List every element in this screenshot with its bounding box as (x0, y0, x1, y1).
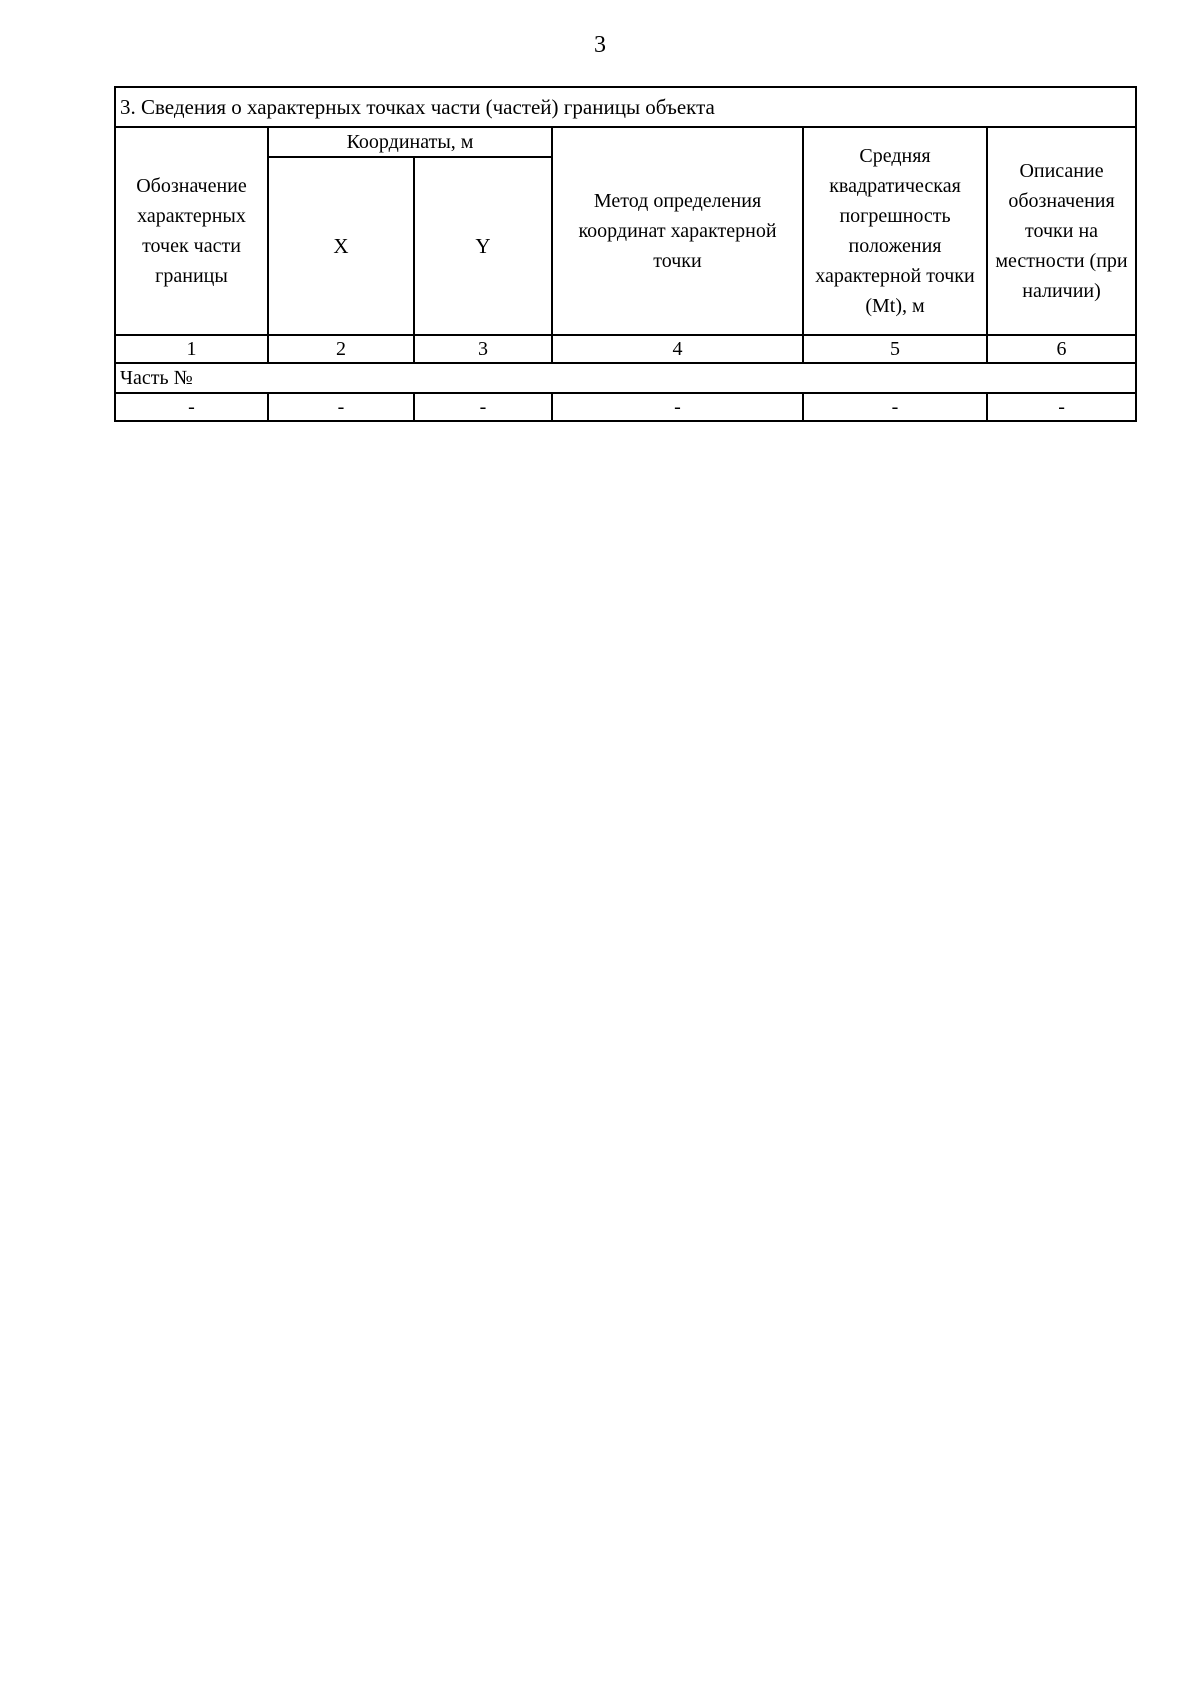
table-title-row (115, 87, 1136, 127)
table-row (115, 393, 1136, 421)
column-number: 6 (987, 335, 1136, 363)
table-cell: - (115, 393, 268, 421)
header-row-1 (115, 127, 1136, 157)
part-row (115, 363, 1136, 393)
header-error: Средняя квадратическая погрешность положения характерной точки (Mt), м (803, 127, 987, 335)
table-cell: - (552, 393, 803, 421)
column-number: 3 (414, 335, 552, 363)
table-cell: - (803, 393, 987, 421)
boundary-points-table (114, 86, 1137, 422)
section-title: 3. Сведения о характерных точках части (частей) границы объекта (115, 87, 1136, 127)
header-description: Описание обозначения точки на местности (при наличии) (987, 127, 1136, 335)
table-cell: - (987, 393, 1136, 421)
header-y: Y (414, 157, 552, 335)
table-cell: - (268, 393, 414, 421)
page-number: 3 (594, 32, 606, 58)
column-number: 4 (552, 335, 803, 363)
column-number-row (115, 335, 1136, 363)
column-number: 5 (803, 335, 987, 363)
part-label: Часть № (115, 363, 1136, 393)
table-cell: - (414, 393, 552, 421)
header-coordinates: Координаты, м (268, 127, 552, 157)
header-designation: Обозначение характерных точек части границы (115, 127, 268, 335)
column-number: 1 (115, 335, 268, 363)
header-x: X (268, 157, 414, 335)
header-method: Метод определения координат характерной точки (552, 127, 803, 335)
column-number: 2 (268, 335, 414, 363)
